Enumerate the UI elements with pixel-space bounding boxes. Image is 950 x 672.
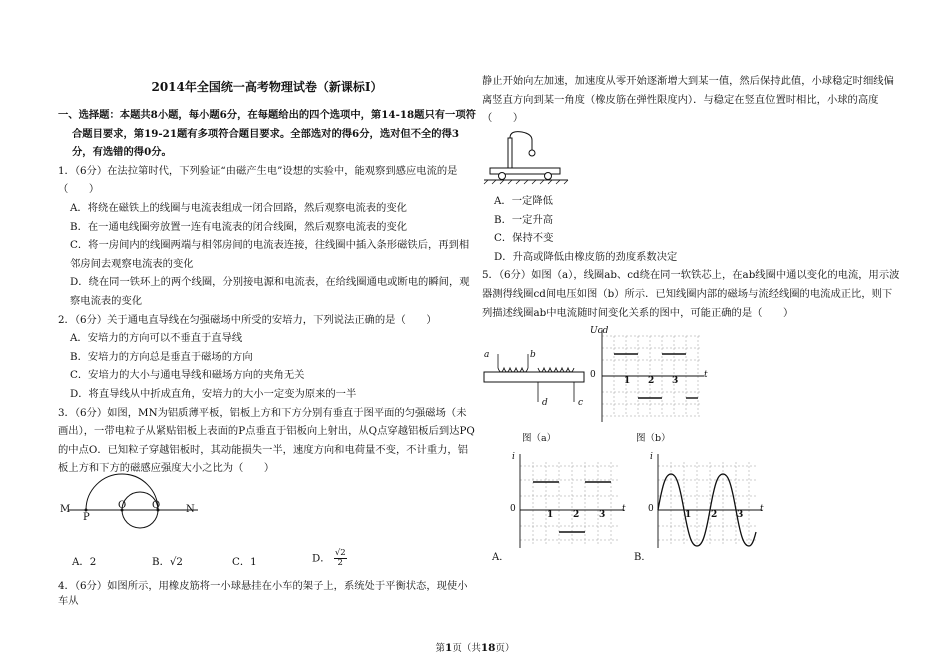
- q5a-label-b: b: [530, 350, 536, 360]
- q2-option-d: D．将直导线从中折成直角，安培力的大小一定变为原来的一半: [70, 387, 357, 400]
- q3-label-o: O: [118, 500, 127, 511]
- q4-stem-left: 4．（6分）如图所示，用橡皮筋将一小球悬挂在小车的架子上，系统处于平衡状态，现使小车从: [58, 580, 468, 607]
- q2-option-b: B．安培力的方向总是垂直于磁场的方向: [70, 350, 253, 363]
- q4-option-b: B．一定升高: [494, 213, 554, 226]
- q1-option-c: C．将一房间内的线圈两端与相邻房间的电流表连接，往线圈中插入条形磁铁后，再到相邻房间去观察电流表的变化: [70, 239, 470, 270]
- q3-option-a: A．2: [72, 556, 97, 568]
- q1-option-d: D．绕在同一铁环上的两个线圈，分别接电源和电流表，在给线圈通电或断电的瞬间，观察电流表的变化: [70, 276, 470, 307]
- q3-label-p: P: [83, 512, 90, 523]
- q3-option-b: B．√2: [152, 556, 183, 568]
- q5a-opt-tick-3: 3: [599, 510, 606, 520]
- q5-option-b-label: B．: [634, 552, 652, 563]
- q4-option-d: D．升高或降低由橡皮筋的劲度系数决定: [494, 250, 678, 263]
- q4-option-a: A．一定降低: [494, 195, 553, 207]
- q1-option-a: A．将绕在磁铁上的线圈与电流表组成一闭合回路，然后观察电流表的变化: [70, 201, 407, 214]
- q3-stem: 3．（6分）如图，MN为铝质薄平板，铝板上方和下方分别有垂直于图平面的匀强磁场（未画出），一带电粒子从紧贴铝板上表面的P点垂直于铝板向上射出，从Q点穿越铝板后到达PQ的中点O．已知粒子穿越铝板时，其动能损失一半，速度方向和电荷量不变，不计重力，铝板上方和下方的磁感应强度大小之比为（ ）: [58, 406, 475, 475]
- q5b-t-label: t: [704, 370, 708, 380]
- q5b-opt-tick-1: 1: [685, 510, 692, 520]
- q5-option-b-graph: [646, 452, 766, 552]
- q5-stem: 5．（6分）如图（a），线圈ab、cd绕在同一软铁芯上，在ab线圈中通以变化的电流，用示波器测得线圈cd间电压如图（b）所示．已知线圈内部的磁场与流经线圈的电流成正比，则下列描述线圈ab中电流随时间变化关系的图中，可能正确的是（ ）: [482, 269, 900, 319]
- q5a-opt-t-label: t: [622, 504, 626, 514]
- q5a-label-a: a: [484, 350, 490, 360]
- q5-option-a-label: A．: [492, 552, 510, 563]
- q5b-zero: 0: [590, 370, 596, 380]
- q5a-label-c: c: [578, 398, 584, 408]
- q5a-opt-i-label: i: [512, 452, 515, 462]
- q5b-ylabel: Ucd: [590, 326, 609, 336]
- q5b-opt-i-label: i: [650, 452, 653, 462]
- q3-label-q: Q: [152, 500, 161, 511]
- q5b-tick-3: 3: [672, 376, 679, 386]
- exam-title: 2014年全国统一高考物理试卷（新课标Ⅰ）: [151, 80, 383, 94]
- q3-figure: [58, 470, 218, 530]
- q5-figure-a-caption: 图（a）: [522, 433, 557, 444]
- page-number: 1: [445, 642, 453, 654]
- q3-option-d: D． $\frac{√2}{2}$: [312, 548, 346, 568]
- q1-stem: 1．（6分）在法拉第时代，下列验证“由磁产生电”设想的实验中，能观察到感应电流的是（ ）: [58, 164, 458, 196]
- left-column: [58, 106, 476, 478]
- q2-option-c: C．安培力的大小与通电导线和磁场方向的夹角无关: [70, 369, 305, 382]
- q5b-opt-tick-2: 2: [711, 510, 718, 520]
- q4-options: [482, 192, 902, 322]
- q5a-label-d: d: [542, 398, 548, 408]
- q3-label-m: M: [60, 504, 71, 515]
- q5a-opt-zero: 0: [510, 504, 516, 514]
- q3-label-n: N: [186, 504, 195, 515]
- q2-option-a: A．安培力的方向可以不垂直于直导线: [70, 332, 243, 345]
- page-total: 18: [480, 642, 496, 654]
- q5b-opt-t-label: t: [760, 504, 764, 514]
- q5-figure-b-caption: 图（b）: [636, 433, 671, 444]
- q2-stem: 2．（6分）关于通电直导线在匀强磁场中所受的安培力，下列说法正确的是（ ）: [58, 313, 437, 326]
- q5b-opt-zero: 0: [648, 504, 654, 514]
- q3-option-c: C．1: [232, 556, 257, 568]
- q5b-tick-1: 1: [624, 376, 631, 386]
- page-footer: 第1页（共18页）: [435, 642, 515, 654]
- q4-stem-right: 静止开始向左加速，加速度从零开始逐渐增大到某一值，然后保持此值，小球稳定时细线偏离竖直方向到某一角度（橡皮筋在弹性限度内）．与稳定在竖直位置时相比，小球的高度（ ）: [482, 75, 894, 125]
- q5-option-a-graph: [508, 452, 628, 552]
- q5b-tick-2: 2: [648, 376, 655, 386]
- q5b-opt-tick-3: 3: [737, 510, 744, 520]
- q1-option-b: B．在一通电线圈旁放置一连有电流表的闭合线圈，然后观察电流表的变化: [70, 220, 408, 233]
- q5a-opt-tick-1: 1: [547, 510, 554, 520]
- q5-figure-a: [482, 346, 592, 410]
- q4-cart-figure: [482, 128, 572, 186]
- q5a-opt-tick-2: 2: [573, 510, 580, 520]
- q4-option-c: C．保持不变: [494, 232, 554, 245]
- section-heading: 一、选择题：本题共8小题，每小题6分，在每题给出的四个选项中，第14-18题只有一项符合题目要求，第19-21题有多项符合题目要求。全部选对的得6分，选对但不全的得3分，有选错的得0分。: [58, 109, 476, 159]
